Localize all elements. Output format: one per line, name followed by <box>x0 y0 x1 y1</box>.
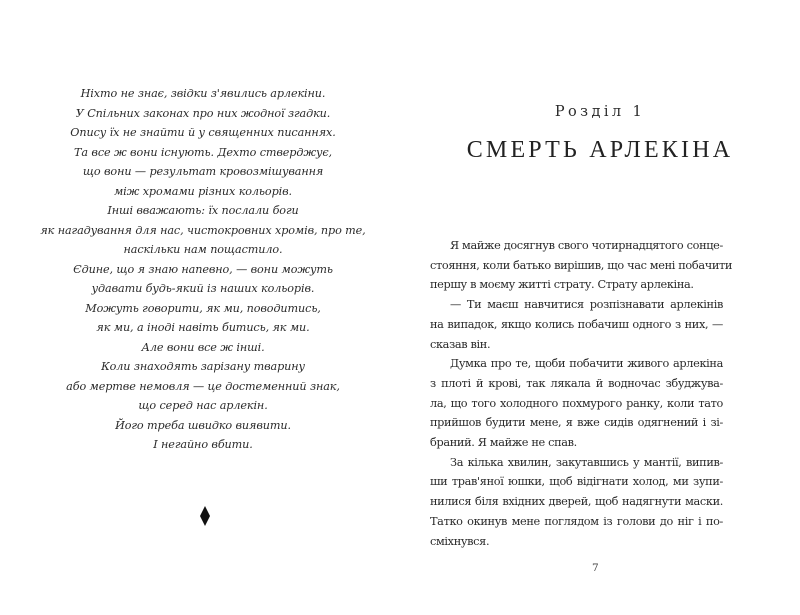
paragraph <box>430 295 723 354</box>
epigraph <box>40 84 366 455</box>
text-line: з плоті й крові, так лякала й водночас збуджува- <box>430 376 723 390</box>
epigraph-line: Опису їх не знайти й у священних писаннях. <box>70 126 336 139</box>
epigraph-line: Коли знаходять зарізану тварину <box>101 360 305 373</box>
text-line: браний. Я майже не спав. <box>430 436 577 450</box>
epigraph-line: Інші вважають: їх послали боги <box>107 204 299 217</box>
right-page <box>400 0 800 615</box>
paragraph <box>430 354 723 453</box>
epigraph-line: що вони — результат кровозмішування <box>82 165 324 178</box>
paragraph <box>430 453 723 552</box>
text-line: сміхнувся. <box>430 534 490 548</box>
text-line: на випадок, якщо колись побачиш одного з них, — <box>430 317 723 331</box>
epigraph-line: удавати будь-який із наших кольорів. <box>91 282 315 295</box>
chapter-title: СМЕРТЬ АРЛЕКІНА <box>466 137 734 163</box>
diamond-ornament-icon <box>200 506 210 526</box>
epigraph-line: Але вони все ж інші. <box>141 340 265 354</box>
page-number: 7 <box>592 562 599 574</box>
text-line: першу в моєму житті страту. Страту арлекіна. <box>430 278 694 292</box>
text-line: — Ти маєш навчитися розпізнавати арлекінів <box>450 298 723 312</box>
epigraph-line: Можуть говорити, як ми, поводитись, <box>85 301 321 315</box>
text-line: Думка про те, щоби побачити живого арлекіна <box>450 357 723 371</box>
text-line: Я майже досягнув свого чотирнадцятого сонце- <box>450 239 723 252</box>
chapter-label: Розділ 1 <box>554 104 646 120</box>
epigraph-line: У Спільних законах про них жодної згадки. <box>75 106 331 120</box>
epigraph-line: Його треба швидко виявити. <box>115 418 291 432</box>
text-line: Татко окинув мене поглядом із голови до ніг і по- <box>430 514 723 528</box>
text-line: стояння, коли батько вирішив, що час мені побачити <box>430 258 733 272</box>
epigraph-line: як ми, а іноді навіть битись, як ми. <box>96 321 310 334</box>
epigraph-line: як нагадування для нас, чистокровних хромів, про те, <box>40 223 366 237</box>
epigraph-line: що серед нас арлекін. <box>138 399 268 412</box>
chapter-body <box>430 236 733 551</box>
text-line: ла, що того холодного похмурого ранку, коли тато <box>430 396 723 410</box>
text-line: За кілька хвилин, закутавшись у мантії, випив- <box>450 455 723 469</box>
epigraph-line: Та все ж вони існують. Дехто стверджує, <box>74 145 332 159</box>
text-line: прийшов будити мене, я вже сидів одягнений і зі- <box>430 416 723 430</box>
text-line: нилися біля вхідних дверей, щоб надягнути маски. <box>430 495 723 509</box>
epigraph-line: між хромами різних кольорів. <box>114 184 292 198</box>
epigraph-line: Єдине, що я знаю напевно, — вони можуть <box>73 262 333 276</box>
epigraph-line: Ніхто не знає, звідки з'явились арлекіни. <box>80 87 326 100</box>
epigraph-line: І негайно вбити. <box>153 438 253 451</box>
epigraph-line: наскільки нам пощастило. <box>123 243 283 256</box>
epigraph-line: або мертве немовля — це достеменний знак, <box>66 379 340 393</box>
text-line: ши трав'яної юшки, щоб відігнати холод, ми зупи- <box>430 475 723 489</box>
paragraph <box>430 236 733 295</box>
text-line: сказав він. <box>430 337 491 351</box>
